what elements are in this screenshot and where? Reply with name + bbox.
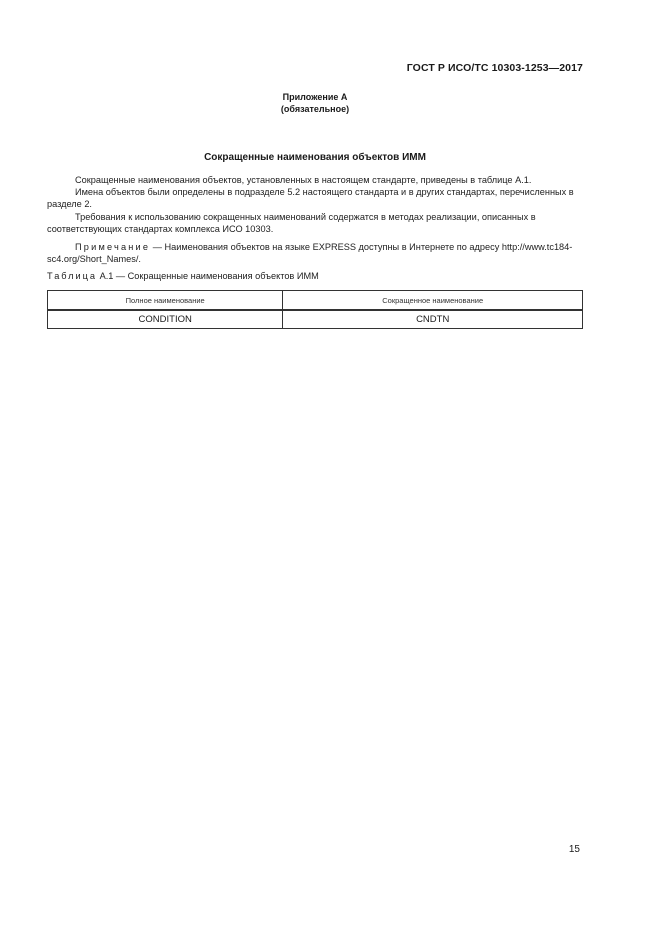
table-caption	[47, 271, 319, 281]
document-code: ГОСТ Р ИСО/ТС 10303-1253—2017	[406, 62, 583, 74]
column-header-short-name: Сокращенное наименование	[283, 291, 583, 311]
note-text: — Наименования объектов на языке EXPRESS доступны в Интернете по адресу http://www.tc184-sc4.org/Short_Names/.	[47, 242, 573, 265]
section-title: Сокращенные наименования объектов ИММ	[204, 152, 426, 163]
paragraph: Имена объектов были определены в подразделе 5.2 настоящего стандарта и в других стандартах, перечисленных в разделе 2.	[47, 187, 574, 210]
paragraph: Сокращенные наименования объектов, установленных в настоящем стандарте, приведены в таблице А.1.	[75, 175, 532, 185]
paragraph: Требования к использованию сокращенных наименований содержатся в методах реализации, описанных в соответствующих стандартах комплекса ИСО 10303.	[47, 212, 536, 235]
cell-short-name: CNDTN	[283, 310, 583, 329]
table-header-row	[48, 291, 583, 311]
short-names-table	[47, 290, 583, 329]
table-caption-label: Таблица	[47, 271, 98, 281]
annex-title: Приложение А	[282, 92, 348, 102]
annex-type: (обязательное)	[280, 104, 350, 114]
page-number: 15	[568, 844, 580, 855]
cell-full-name: CONDITION	[48, 310, 283, 329]
column-header-full-name: Полное наименование	[48, 291, 283, 311]
table-caption-text: А.1 — Сокращенные наименования объектов ИММ	[97, 271, 319, 281]
table-row	[48, 310, 583, 329]
note-label: Примечание	[75, 242, 151, 252]
note	[47, 241, 583, 266]
